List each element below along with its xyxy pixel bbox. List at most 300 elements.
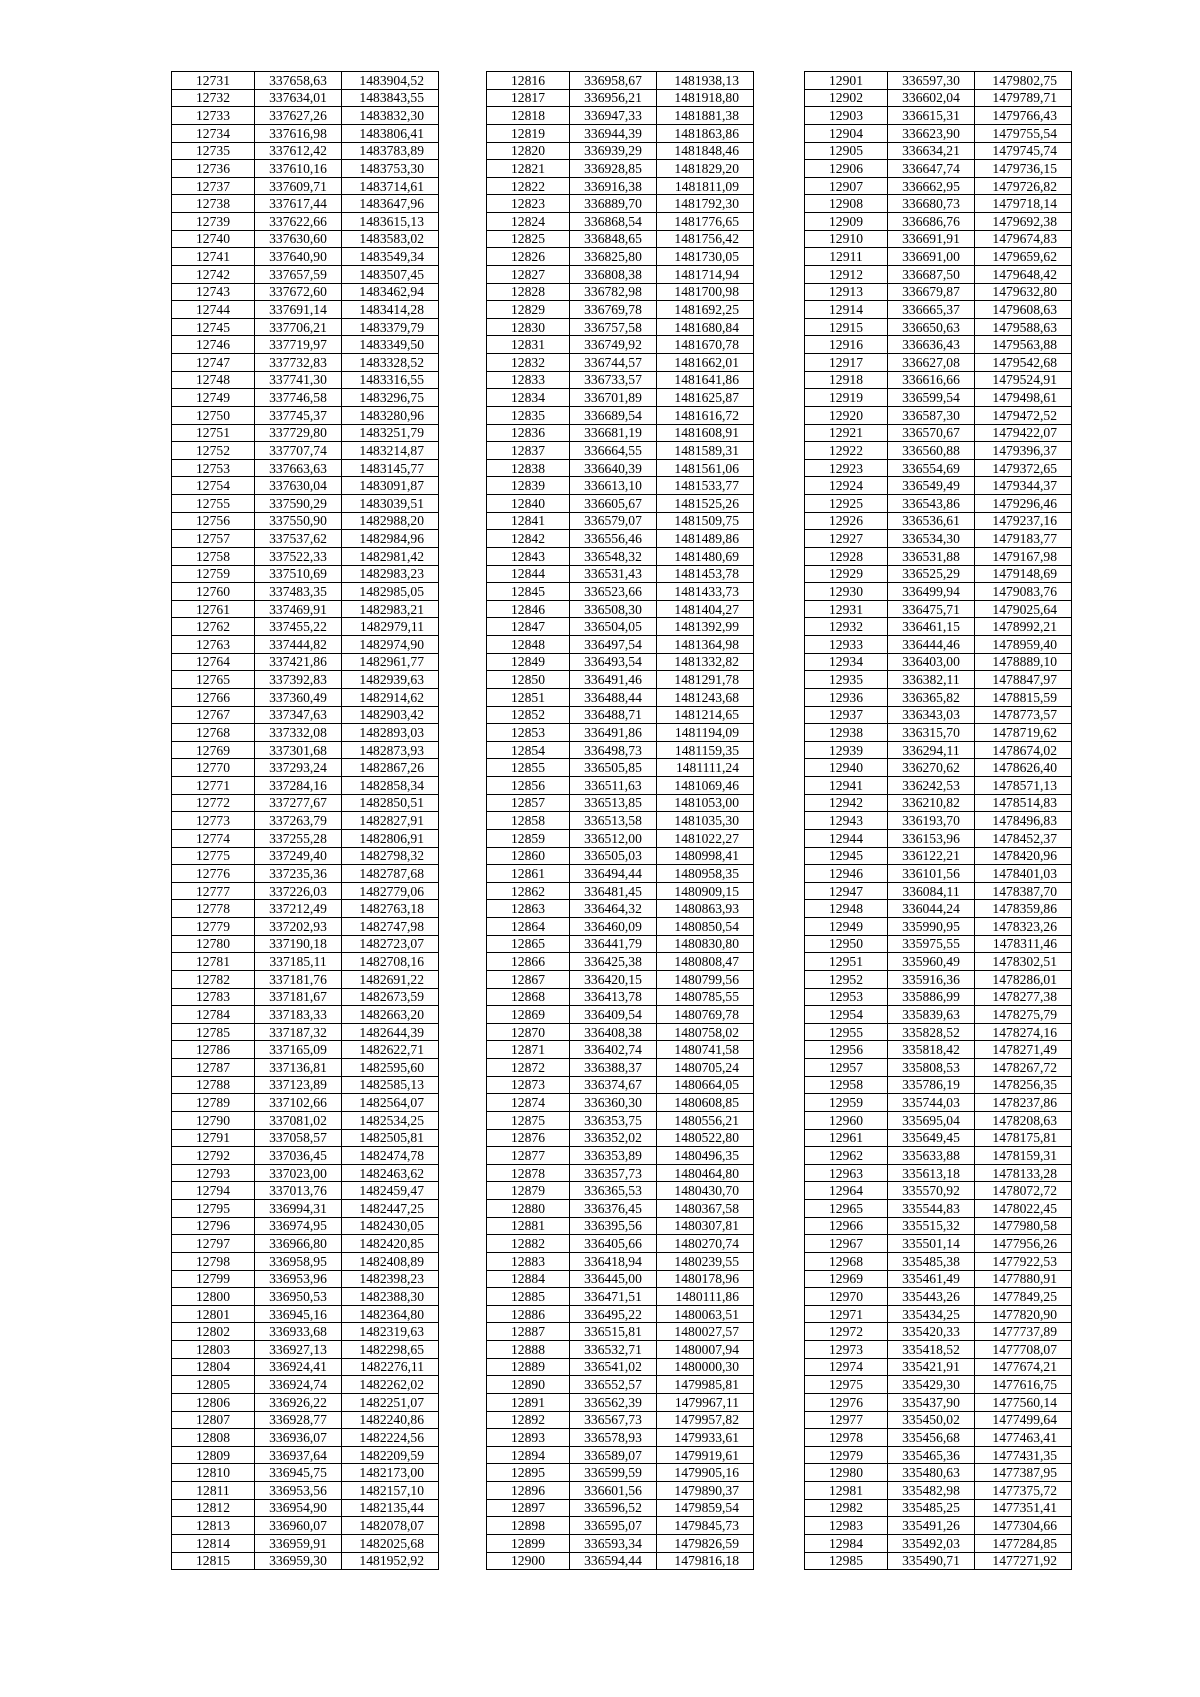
- table-row: [172, 318, 439, 336]
- point-number-cell: 12913: [805, 283, 888, 301]
- table-row: [172, 865, 439, 883]
- point-number-cell: 12895: [487, 1464, 570, 1482]
- point-number-cell: 12821: [487, 160, 570, 178]
- y-coordinate-cell: 1477849,25: [975, 1288, 1072, 1306]
- table-row: [487, 213, 754, 231]
- point-number-cell: 12837: [487, 442, 570, 460]
- y-coordinate-cell: 1482787,68: [342, 865, 439, 883]
- x-coordinate-cell: 336928,85: [570, 160, 657, 178]
- point-number-cell: 12894: [487, 1446, 570, 1464]
- point-number-cell: 12840: [487, 495, 570, 513]
- point-number-cell: 12944: [805, 829, 888, 847]
- point-number-cell: 12779: [172, 918, 255, 936]
- table-row: [805, 177, 1072, 195]
- table-row: [487, 530, 754, 548]
- point-number-cell: 12892: [487, 1411, 570, 1429]
- x-coordinate-cell: 337550,90: [255, 512, 342, 530]
- x-coordinate-cell: 337255,28: [255, 829, 342, 847]
- table-row: [487, 1129, 754, 1147]
- table-row: [172, 177, 439, 195]
- table-row: [805, 600, 1072, 618]
- x-coordinate-cell: 337360,49: [255, 688, 342, 706]
- x-coordinate-cell: 336471,51: [570, 1288, 657, 1306]
- point-number-cell: 12834: [487, 389, 570, 407]
- point-number-cell: 12961: [805, 1129, 888, 1147]
- table-row: [805, 1358, 1072, 1376]
- point-number-cell: 12929: [805, 565, 888, 583]
- x-coordinate-cell: 337616,98: [255, 124, 342, 142]
- x-coordinate-cell: 336532,71: [570, 1341, 657, 1359]
- point-number-cell: 12810: [172, 1464, 255, 1482]
- point-number-cell: 12850: [487, 671, 570, 689]
- point-number-cell: 12971: [805, 1305, 888, 1323]
- y-coordinate-cell: 1481589,31: [657, 442, 754, 460]
- x-coordinate-cell: 335482,98: [888, 1482, 975, 1500]
- table-row: [805, 653, 1072, 671]
- table-row: [805, 160, 1072, 178]
- x-coordinate-cell: 337190,18: [255, 935, 342, 953]
- point-number-cell: 12774: [172, 829, 255, 847]
- x-coordinate-cell: 336488,71: [570, 706, 657, 724]
- point-number-cell: 12885: [487, 1288, 570, 1306]
- table-row: [172, 1482, 439, 1500]
- y-coordinate-cell: 1479985,81: [657, 1376, 754, 1394]
- x-coordinate-cell: 336939,29: [570, 142, 657, 160]
- table-row: [487, 301, 754, 319]
- x-coordinate-cell: 336460,09: [570, 918, 657, 936]
- x-coordinate-cell: 337537,62: [255, 530, 342, 548]
- table-row: [805, 195, 1072, 213]
- table-row: [487, 618, 754, 636]
- table-row: [172, 530, 439, 548]
- y-coordinate-cell: 1479692,38: [975, 213, 1072, 231]
- table-row: [805, 759, 1072, 777]
- point-number-cell: 12769: [172, 741, 255, 759]
- table-row: [487, 636, 754, 654]
- x-coordinate-cell: 336945,16: [255, 1305, 342, 1323]
- point-number-cell: 12819: [487, 124, 570, 142]
- table-row: [172, 389, 439, 407]
- table-row: [172, 777, 439, 795]
- table-row: [487, 671, 754, 689]
- x-coordinate-cell: 336495,22: [570, 1305, 657, 1323]
- table-row: [805, 213, 1072, 231]
- y-coordinate-cell: 1480909,15: [657, 882, 754, 900]
- table-row: [172, 1341, 439, 1359]
- y-coordinate-cell: 1479905,16: [657, 1464, 754, 1482]
- point-number-cell: 12921: [805, 424, 888, 442]
- y-coordinate-cell: 1481291,78: [657, 671, 754, 689]
- point-number-cell: 12871: [487, 1041, 570, 1059]
- x-coordinate-cell: 336679,87: [888, 283, 975, 301]
- table-row: [487, 1358, 754, 1376]
- table-row: [172, 495, 439, 513]
- y-coordinate-cell: 1482398,23: [342, 1270, 439, 1288]
- table-row: [487, 988, 754, 1006]
- y-coordinate-cell: 1479608,63: [975, 301, 1072, 319]
- table-row: [805, 900, 1072, 918]
- y-coordinate-cell: 1479472,52: [975, 406, 1072, 424]
- table-row: [487, 829, 754, 847]
- table-row: [172, 706, 439, 724]
- x-coordinate-cell: 336593,34: [570, 1534, 657, 1552]
- x-coordinate-cell: 336960,07: [255, 1517, 342, 1535]
- point-number-cell: 12905: [805, 142, 888, 160]
- point-number-cell: 12768: [172, 724, 255, 742]
- point-number-cell: 12979: [805, 1446, 888, 1464]
- x-coordinate-cell: 337663,63: [255, 459, 342, 477]
- table-row: [805, 530, 1072, 548]
- y-coordinate-cell: 1480000,30: [657, 1358, 754, 1376]
- table-row: [172, 512, 439, 530]
- y-coordinate-cell: 1477463,41: [975, 1429, 1072, 1447]
- point-number-cell: 12766: [172, 688, 255, 706]
- x-coordinate-cell: 337483,35: [255, 583, 342, 601]
- point-number-cell: 12760: [172, 583, 255, 601]
- table-row: [487, 759, 754, 777]
- y-coordinate-cell: 1483280,96: [342, 406, 439, 424]
- x-coordinate-cell: 336505,03: [570, 847, 657, 865]
- point-number-cell: 12954: [805, 1006, 888, 1024]
- table-row: [805, 1217, 1072, 1235]
- table-row: [805, 547, 1072, 565]
- y-coordinate-cell: 1482463,62: [342, 1164, 439, 1182]
- point-number-cell: 12863: [487, 900, 570, 918]
- y-coordinate-cell: 1477922,53: [975, 1252, 1072, 1270]
- x-coordinate-cell: 336044,24: [888, 900, 975, 918]
- table-row: [172, 424, 439, 442]
- point-number-cell: 12907: [805, 177, 888, 195]
- y-coordinate-cell: 1482420,85: [342, 1235, 439, 1253]
- table-row: [487, 318, 754, 336]
- point-number-cell: 12802: [172, 1323, 255, 1341]
- x-coordinate-cell: 336567,73: [570, 1411, 657, 1429]
- x-coordinate-cell: 336513,85: [570, 794, 657, 812]
- x-coordinate-cell: 336352,02: [570, 1129, 657, 1147]
- table-row: [805, 1252, 1072, 1270]
- x-coordinate-cell: 335490,71: [888, 1552, 975, 1570]
- table-row: [805, 1288, 1072, 1306]
- table-row: [172, 1429, 439, 1447]
- y-coordinate-cell: 1482078,07: [342, 1517, 439, 1535]
- table-row: [172, 1464, 439, 1482]
- y-coordinate-cell: 1482298,65: [342, 1341, 439, 1359]
- x-coordinate-cell: 337640,90: [255, 248, 342, 266]
- x-coordinate-cell: 336974,95: [255, 1217, 342, 1235]
- y-coordinate-cell: 1479957,82: [657, 1411, 754, 1429]
- table-row: [805, 230, 1072, 248]
- point-number-cell: 12780: [172, 935, 255, 953]
- y-coordinate-cell: 1482873,93: [342, 741, 439, 759]
- table-row: [172, 1323, 439, 1341]
- table-row: [172, 265, 439, 283]
- y-coordinate-cell: 1478275,79: [975, 1006, 1072, 1024]
- point-number-cell: 12964: [805, 1182, 888, 1200]
- y-coordinate-cell: 1482974,90: [342, 636, 439, 654]
- y-coordinate-cell: 1480307,81: [657, 1217, 754, 1235]
- y-coordinate-cell: 1482914,62: [342, 688, 439, 706]
- y-coordinate-cell: 1478133,28: [975, 1164, 1072, 1182]
- point-number-cell: 12852: [487, 706, 570, 724]
- y-coordinate-cell: 1480850,54: [657, 918, 754, 936]
- point-number-cell: 12762: [172, 618, 255, 636]
- x-coordinate-cell: 337610,16: [255, 160, 342, 178]
- point-number-cell: 12758: [172, 547, 255, 565]
- point-number-cell: 12772: [172, 794, 255, 812]
- y-coordinate-cell: 1480063,51: [657, 1305, 754, 1323]
- point-number-cell: 12872: [487, 1059, 570, 1077]
- y-coordinate-cell: 1477708,07: [975, 1341, 1072, 1359]
- table-row: [805, 371, 1072, 389]
- x-coordinate-cell: 337455,22: [255, 618, 342, 636]
- table-row: [487, 900, 754, 918]
- point-number-cell: 12764: [172, 653, 255, 671]
- point-number-cell: 12738: [172, 195, 255, 213]
- y-coordinate-cell: 1479789,71: [975, 89, 1072, 107]
- y-coordinate-cell: 1483806,41: [342, 124, 439, 142]
- x-coordinate-cell: 337277,67: [255, 794, 342, 812]
- point-number-cell: 12846: [487, 600, 570, 618]
- y-coordinate-cell: 1481561,06: [657, 459, 754, 477]
- y-coordinate-cell: 1483507,45: [342, 265, 439, 283]
- x-coordinate-cell: 336504,05: [570, 618, 657, 636]
- y-coordinate-cell: 1481863,86: [657, 124, 754, 142]
- point-number-cell: 12911: [805, 248, 888, 266]
- table-row: [805, 1464, 1072, 1482]
- x-coordinate-cell: 335613,18: [888, 1164, 975, 1182]
- table-row: [805, 1341, 1072, 1359]
- point-number-cell: 12747: [172, 354, 255, 372]
- x-coordinate-cell: 336536,61: [888, 512, 975, 530]
- x-coordinate-cell: 337249,40: [255, 847, 342, 865]
- y-coordinate-cell: 1477737,89: [975, 1323, 1072, 1341]
- x-coordinate-cell: 336596,52: [570, 1499, 657, 1517]
- x-coordinate-cell: 335491,26: [888, 1517, 975, 1535]
- y-coordinate-cell: 1481035,30: [657, 812, 754, 830]
- x-coordinate-cell: 337187,32: [255, 1023, 342, 1041]
- table-row: [805, 812, 1072, 830]
- y-coordinate-cell: 1481608,91: [657, 424, 754, 442]
- point-number-cell: 12757: [172, 530, 255, 548]
- x-coordinate-cell: 336461,15: [888, 618, 975, 636]
- y-coordinate-cell: 1482135,44: [342, 1499, 439, 1517]
- y-coordinate-cell: 1480464,80: [657, 1164, 754, 1182]
- point-number-cell: 12898: [487, 1517, 570, 1535]
- table-row: [805, 1023, 1072, 1041]
- y-coordinate-cell: 1482939,63: [342, 671, 439, 689]
- point-number-cell: 12750: [172, 406, 255, 424]
- point-number-cell: 12977: [805, 1411, 888, 1429]
- y-coordinate-cell: 1479167,98: [975, 547, 1072, 565]
- table-row: [805, 1200, 1072, 1218]
- table-row: [487, 230, 754, 248]
- point-number-cell: 12862: [487, 882, 570, 900]
- table-row: [172, 1270, 439, 1288]
- table-row: [172, 636, 439, 654]
- table-row: [805, 794, 1072, 812]
- y-coordinate-cell: 1481525,26: [657, 495, 754, 513]
- table-row: [172, 1305, 439, 1323]
- table-row: [172, 882, 439, 900]
- point-number-cell: 12790: [172, 1111, 255, 1129]
- x-coordinate-cell: 336950,53: [255, 1288, 342, 1306]
- y-coordinate-cell: 1479148,69: [975, 565, 1072, 583]
- x-coordinate-cell: 336689,54: [570, 406, 657, 424]
- point-number-cell: 12912: [805, 265, 888, 283]
- point-number-cell: 12816: [487, 72, 570, 90]
- x-coordinate-cell: 337634,01: [255, 89, 342, 107]
- x-coordinate-cell: 337658,63: [255, 72, 342, 90]
- table-row: [487, 442, 754, 460]
- x-coordinate-cell: 336605,67: [570, 495, 657, 513]
- y-coordinate-cell: 1482447,25: [342, 1200, 439, 1218]
- point-number-cell: 12778: [172, 900, 255, 918]
- point-number-cell: 12984: [805, 1534, 888, 1552]
- x-coordinate-cell: 336425,38: [570, 953, 657, 971]
- table-row: [487, 1164, 754, 1182]
- point-number-cell: 12828: [487, 283, 570, 301]
- table-row: [805, 336, 1072, 354]
- table-row: [172, 1129, 439, 1147]
- x-coordinate-cell: 335515,32: [888, 1217, 975, 1235]
- x-coordinate-cell: 336374,67: [570, 1076, 657, 1094]
- point-number-cell: 12965: [805, 1200, 888, 1218]
- point-number-cell: 12859: [487, 829, 570, 847]
- point-number-cell: 12931: [805, 600, 888, 618]
- x-coordinate-cell: 336413,78: [570, 988, 657, 1006]
- table-row: [172, 89, 439, 107]
- point-number-cell: 12731: [172, 72, 255, 90]
- table-row: [805, 688, 1072, 706]
- point-number-cell: 12906: [805, 160, 888, 178]
- point-number-cell: 12763: [172, 636, 255, 654]
- x-coordinate-cell: 336599,54: [888, 389, 975, 407]
- y-coordinate-cell: 1477304,66: [975, 1517, 1072, 1535]
- y-coordinate-cell: 1482505,81: [342, 1129, 439, 1147]
- x-coordinate-cell: 336953,56: [255, 1482, 342, 1500]
- y-coordinate-cell: 1478514,83: [975, 794, 1072, 812]
- y-coordinate-cell: 1482691,22: [342, 970, 439, 988]
- y-coordinate-cell: 1483091,87: [342, 477, 439, 495]
- y-coordinate-cell: 1481938,13: [657, 72, 754, 90]
- y-coordinate-cell: 1479344,37: [975, 477, 1072, 495]
- table-row: [487, 953, 754, 971]
- y-coordinate-cell: 1481022,27: [657, 829, 754, 847]
- point-number-cell: 12903: [805, 107, 888, 125]
- point-number-cell: 12973: [805, 1341, 888, 1359]
- x-coordinate-cell: 336343,03: [888, 706, 975, 724]
- table-row: [805, 459, 1072, 477]
- table-row: [487, 1270, 754, 1288]
- y-coordinate-cell: 1482157,10: [342, 1482, 439, 1500]
- x-coordinate-cell: 335839,63: [888, 1006, 975, 1024]
- x-coordinate-cell: 336636,43: [888, 336, 975, 354]
- y-coordinate-cell: 1482983,21: [342, 600, 439, 618]
- table-row: [172, 724, 439, 742]
- point-number-cell: 12739: [172, 213, 255, 231]
- point-number-cell: 12752: [172, 442, 255, 460]
- point-number-cell: 12950: [805, 935, 888, 953]
- point-number-cell: 12733: [172, 107, 255, 125]
- table-row: [805, 777, 1072, 795]
- x-coordinate-cell: 337745,37: [255, 406, 342, 424]
- point-number-cell: 12748: [172, 371, 255, 389]
- y-coordinate-cell: 1481533,77: [657, 477, 754, 495]
- y-coordinate-cell: 1479726,82: [975, 177, 1072, 195]
- point-number-cell: 12857: [487, 794, 570, 812]
- point-number-cell: 12876: [487, 1129, 570, 1147]
- x-coordinate-cell: 336210,82: [888, 794, 975, 812]
- point-number-cell: 12861: [487, 865, 570, 883]
- point-number-cell: 12955: [805, 1023, 888, 1041]
- table-row: [805, 953, 1072, 971]
- y-coordinate-cell: 1482981,42: [342, 547, 439, 565]
- point-number-cell: 12796: [172, 1217, 255, 1235]
- y-coordinate-cell: 1482388,30: [342, 1288, 439, 1306]
- point-number-cell: 12881: [487, 1217, 570, 1235]
- x-coordinate-cell: 337421,86: [255, 653, 342, 671]
- table-row: [487, 477, 754, 495]
- y-coordinate-cell: 1482961,77: [342, 653, 439, 671]
- x-coordinate-cell: 335480,63: [888, 1464, 975, 1482]
- y-coordinate-cell: 1483615,13: [342, 213, 439, 231]
- point-number-cell: 12735: [172, 142, 255, 160]
- y-coordinate-cell: 1483462,94: [342, 283, 439, 301]
- point-number-cell: 12874: [487, 1094, 570, 1112]
- point-number-cell: 12792: [172, 1147, 255, 1165]
- table-row: [487, 741, 754, 759]
- y-coordinate-cell: 1481641,86: [657, 371, 754, 389]
- table-row: [172, 107, 439, 125]
- x-coordinate-cell: 336956,21: [570, 89, 657, 107]
- y-coordinate-cell: 1477284,85: [975, 1534, 1072, 1552]
- x-coordinate-cell: 336554,69: [888, 459, 975, 477]
- y-coordinate-cell: 1479718,14: [975, 195, 1072, 213]
- table-row: [172, 1041, 439, 1059]
- point-number-cell: 12829: [487, 301, 570, 319]
- x-coordinate-cell: 335544,83: [888, 1200, 975, 1218]
- table-row: [487, 89, 754, 107]
- table-row: [487, 565, 754, 583]
- table-row: [805, 1446, 1072, 1464]
- x-coordinate-cell: 336353,75: [570, 1111, 657, 1129]
- point-number-cell: 12878: [487, 1164, 570, 1182]
- x-coordinate-cell: 335492,03: [888, 1534, 975, 1552]
- table-row: [805, 283, 1072, 301]
- x-coordinate-cell: 336270,62: [888, 759, 975, 777]
- point-number-cell: 12968: [805, 1252, 888, 1270]
- table-row: [172, 1411, 439, 1429]
- table-row: [172, 142, 439, 160]
- point-number-cell: 12937: [805, 706, 888, 724]
- point-number-cell: 12868: [487, 988, 570, 1006]
- y-coordinate-cell: 1479372,65: [975, 459, 1072, 477]
- x-coordinate-cell: 336388,37: [570, 1059, 657, 1077]
- point-number-cell: 12923: [805, 459, 888, 477]
- point-number-cell: 12820: [487, 142, 570, 160]
- point-number-cell: 12847: [487, 618, 570, 636]
- y-coordinate-cell: 1477956,26: [975, 1235, 1072, 1253]
- y-coordinate-cell: 1479659,62: [975, 248, 1072, 266]
- x-coordinate-cell: 336494,44: [570, 865, 657, 883]
- y-coordinate-cell: 1482673,59: [342, 988, 439, 1006]
- x-coordinate-cell: 335695,04: [888, 1111, 975, 1129]
- table-row: [805, 89, 1072, 107]
- table-row: [487, 512, 754, 530]
- y-coordinate-cell: 1482025,68: [342, 1534, 439, 1552]
- x-coordinate-cell: 337444,82: [255, 636, 342, 654]
- point-number-cell: 12947: [805, 882, 888, 900]
